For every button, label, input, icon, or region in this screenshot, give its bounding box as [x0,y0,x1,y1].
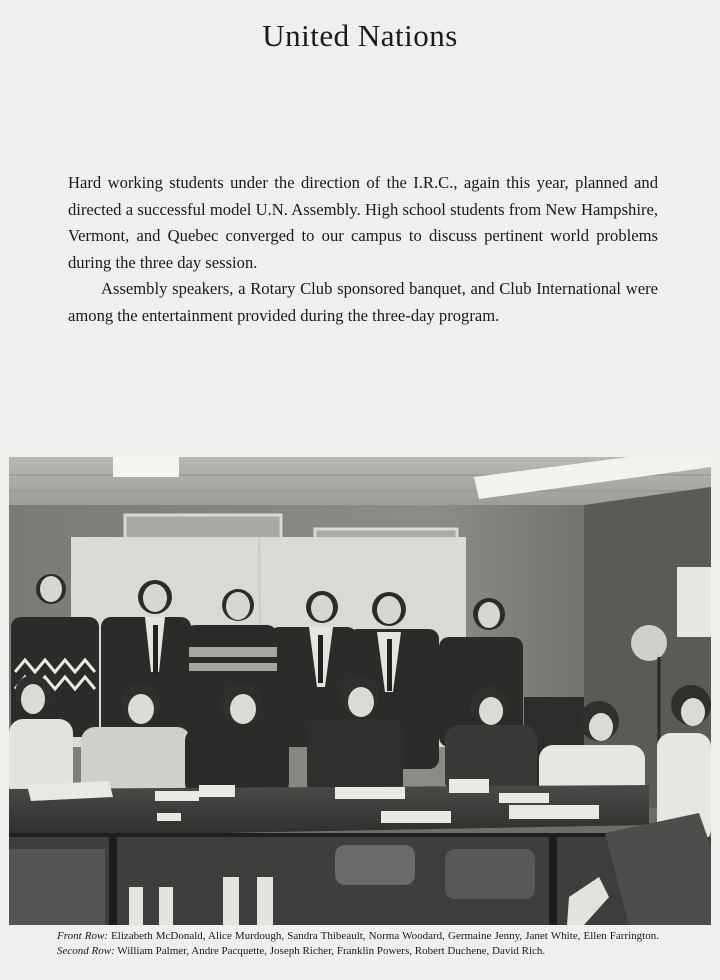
group-photo [9,457,711,925]
paragraph-1: Hard working students under the direction of the I.R.C., again this year, planned and directed a successful model U.N. Assembly. High school students from New Hampshire, Vermont, and Quebec converged to our campus to discuss pertinent world problems during the three day session. [68,173,658,272]
paragraph-2: Assembly speakers, a Rotary Club sponsored banquet, and Club International were among the entertainment provided during the three-day program. [68,279,658,325]
second-row-names: William Palmer, Andre Pacquette, Joseph Richer, Franklin Powers, Robert Duchene, David Rich. [117,944,546,957]
second-row-label: Second Row: [57,944,115,957]
front-row-label: Front Row: [57,930,108,942]
photo-caption [57,929,659,958]
article-body [68,170,658,329]
page-title: United Nations [262,18,458,53]
front-row-names: Elizabeth McDonald, Alice Murdough, Sandra Thibeault, Norma Woodard, Germaine Jenny, Janet White, Ellen Farrington. [111,930,659,942]
